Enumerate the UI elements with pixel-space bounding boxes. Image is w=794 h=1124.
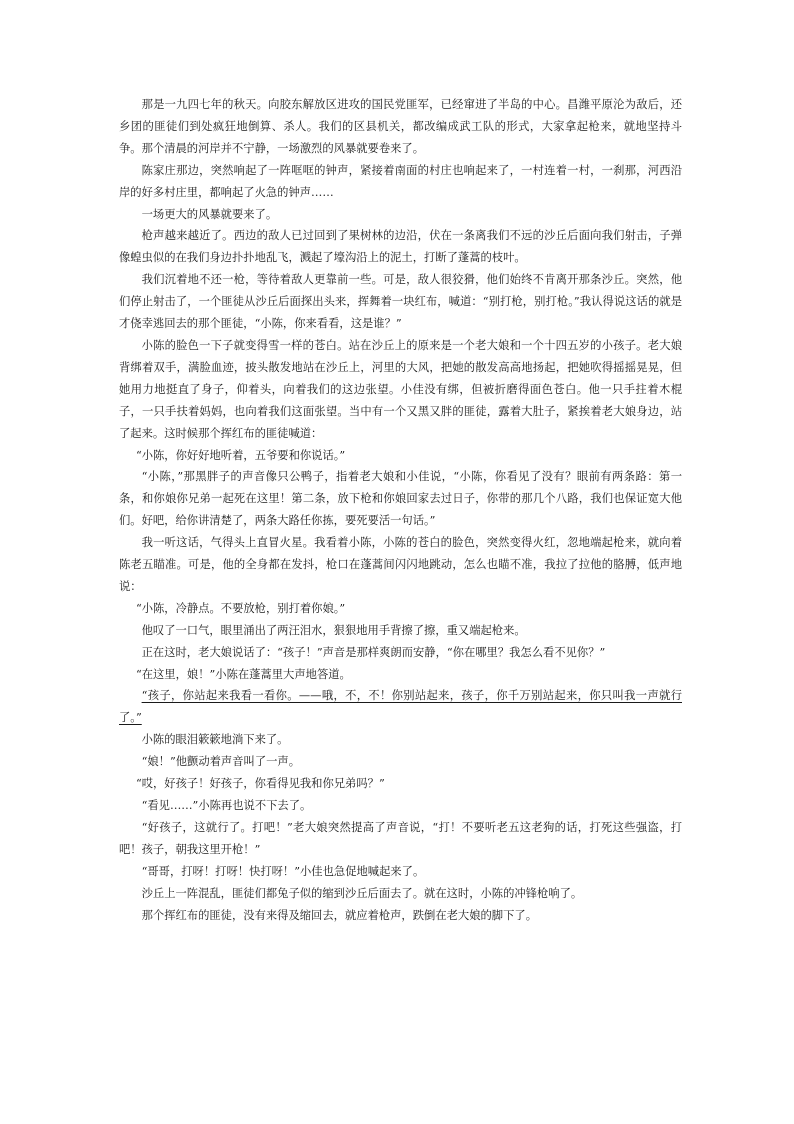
paragraph-7: “小陈，你好好地听着，五爷要和你说话。” xyxy=(135,448,346,462)
paragraph-4: 枪声越来越近了。西边的敌人已过回到了果树林的边沿，伏在一条离我们不远的沙丘后面向我们射击，子弹像蝗虫似的在我们身边扑扑地乱飞，溅起了壕沟沿上的泥土，打断了蓬蒿的枝叶。 xyxy=(119,229,682,265)
paragraph-11: 他叹了一口气，眼里涌出了两汪泪水，狠狠地用手背擦了擦，重又端起枪来。 xyxy=(141,623,526,637)
paragraph-18: “看见……”小陈再也说不下去了。 xyxy=(141,799,312,812)
paragraph-20: “哥哥，打呀！打呀！快打呀！”小佳也急促地喊起来了。 xyxy=(141,864,425,878)
paragraph-10: “小陈，冷静点。不要放枪，别打着你娘。” xyxy=(135,601,346,615)
paragraph-6: 小陈的脸色一下子就变得雪一样的苍白。站在沙丘上的原来是一个老大娘和一个十四五岁的小孩子。老大娘背绑着双手，满脸血迹，披头散发地站在沙丘上，河里的大风，把她的散发高高地扬起，把她吹得摇摇晃晃，但她用力地挺直了身子，仰着头，向着我们的这边张望。小佳没有绑，但被折磨得面色苍白。他一只手拄着木棍子，一只手扶着妈妈，也向着我们这面张望。当中有一个又黑又胖的匪徒，露着大肚子，紧挨着老大娘身边，站了起来。这时候那个挥红布的匪徒喊道： xyxy=(119,338,682,440)
paragraph-13: “在这里，娘！”小陈在蓬蒿里大声地答道。 xyxy=(135,667,351,681)
paragraph-15: 小陈的眼泪簌簌地淌下来了。 xyxy=(141,733,289,747)
underlined-paragraph: “孩子，你站起来我看一看你。——哦，不，不！你别站起来，孩子，你千万别站起来，你只叫我一声就行了。” xyxy=(119,689,682,725)
paragraph-12: 正在这时，老大娘说话了：“孩子！”声音是那样爽朗而安静，“你在哪里？我怎么看不见你？” xyxy=(141,645,606,659)
paragraph-2: 陈家庄那边，突然响起了一阵哐哐的钟声，紧接着南面的村庄也响起来了，一村连着一村，一刹那，河西沿岸的好多村庄里，都响起了火急的钟声…… xyxy=(119,163,682,199)
paragraph-9: 我一听这话，气得头上直冒火星。我看着小陈，小陈的苍白的脸色，突然变得火红，忽地端起枪来，就向着陈老五瞄准。可是，他的全身都在发抖，枪口在蓬蒿间闪闪地跳动，怎么也瞄不准，我拉了拉他的胳膊，低声地说： xyxy=(119,536,682,593)
paragraph-3: 一场更大的风暴就要来了。 xyxy=(141,207,278,221)
paragraph-21: 沙丘上一阵混乱，匪徒们都兔子似的缩到沙丘后面去了。就在这时，小陈的冲锋枪响了。 xyxy=(141,886,583,900)
paragraph-5: 我们沉着地不还一枪，等待着敌人更靠前一些。可是，敌人很狡猾，他们始终不肯离开那条沙丘。突然，他们停止射击了，一个匪徒从沙丘后面探出头来，挥舞着一块红布，喊道：“别打枪，别打枪。”我认得说这话的就是才侥幸逃回去的那个匪徒，“小陈，你来看看，这是谁？” xyxy=(119,273,682,331)
paragraph-22: 那个挥红布的匪徒，没有来得及缩回去，就应着枪声，跌倒在老大娘的脚下了。 xyxy=(141,908,537,922)
paragraph-1: 那是一九四七年的秋天。向胶东解放区进攻的国民党匪军，已经窜进了半岛的中心。昌潍平原沦为敌后，还乡团的匪徒们到处疯狂地倒算、杀人。我们的区县机关，都改编成武工队的形式，大家拿起枪来，就地坚持斗争。那个清晨的河岸并不宁静，一场激烈的风暴就要卷来了。 xyxy=(119,98,682,155)
paragraph-19: “好孩子，这就行了。打吧！”老大娘突然提高了声音说，“打！不要听老五这老狗的话，打死这些强盗，打吧！孩子，朝我这里开枪！” xyxy=(119,820,682,856)
paragraph-17: “哎，好孩子！好孩子，你看得见我和你兄弟吗？” xyxy=(135,777,385,791)
paragraph-16: “娘！”他颤动着声音叫了一声。 xyxy=(141,755,301,769)
story-text xyxy=(119,94,682,926)
paragraph-8: “小陈，”那黑胖子的声音像只公鸭子，指着老大娘和小佳说，“小陈，你看见了没有？眼前有两条路：第一条，和你娘你兄弟一起死在这里！第二条，放下枪和你娘回家去过日子，你带的那几个八路，我们也保证宽大他们。好吧，给你讲清楚了，两条大路任你拣，要死要活一句话。” xyxy=(119,470,682,528)
